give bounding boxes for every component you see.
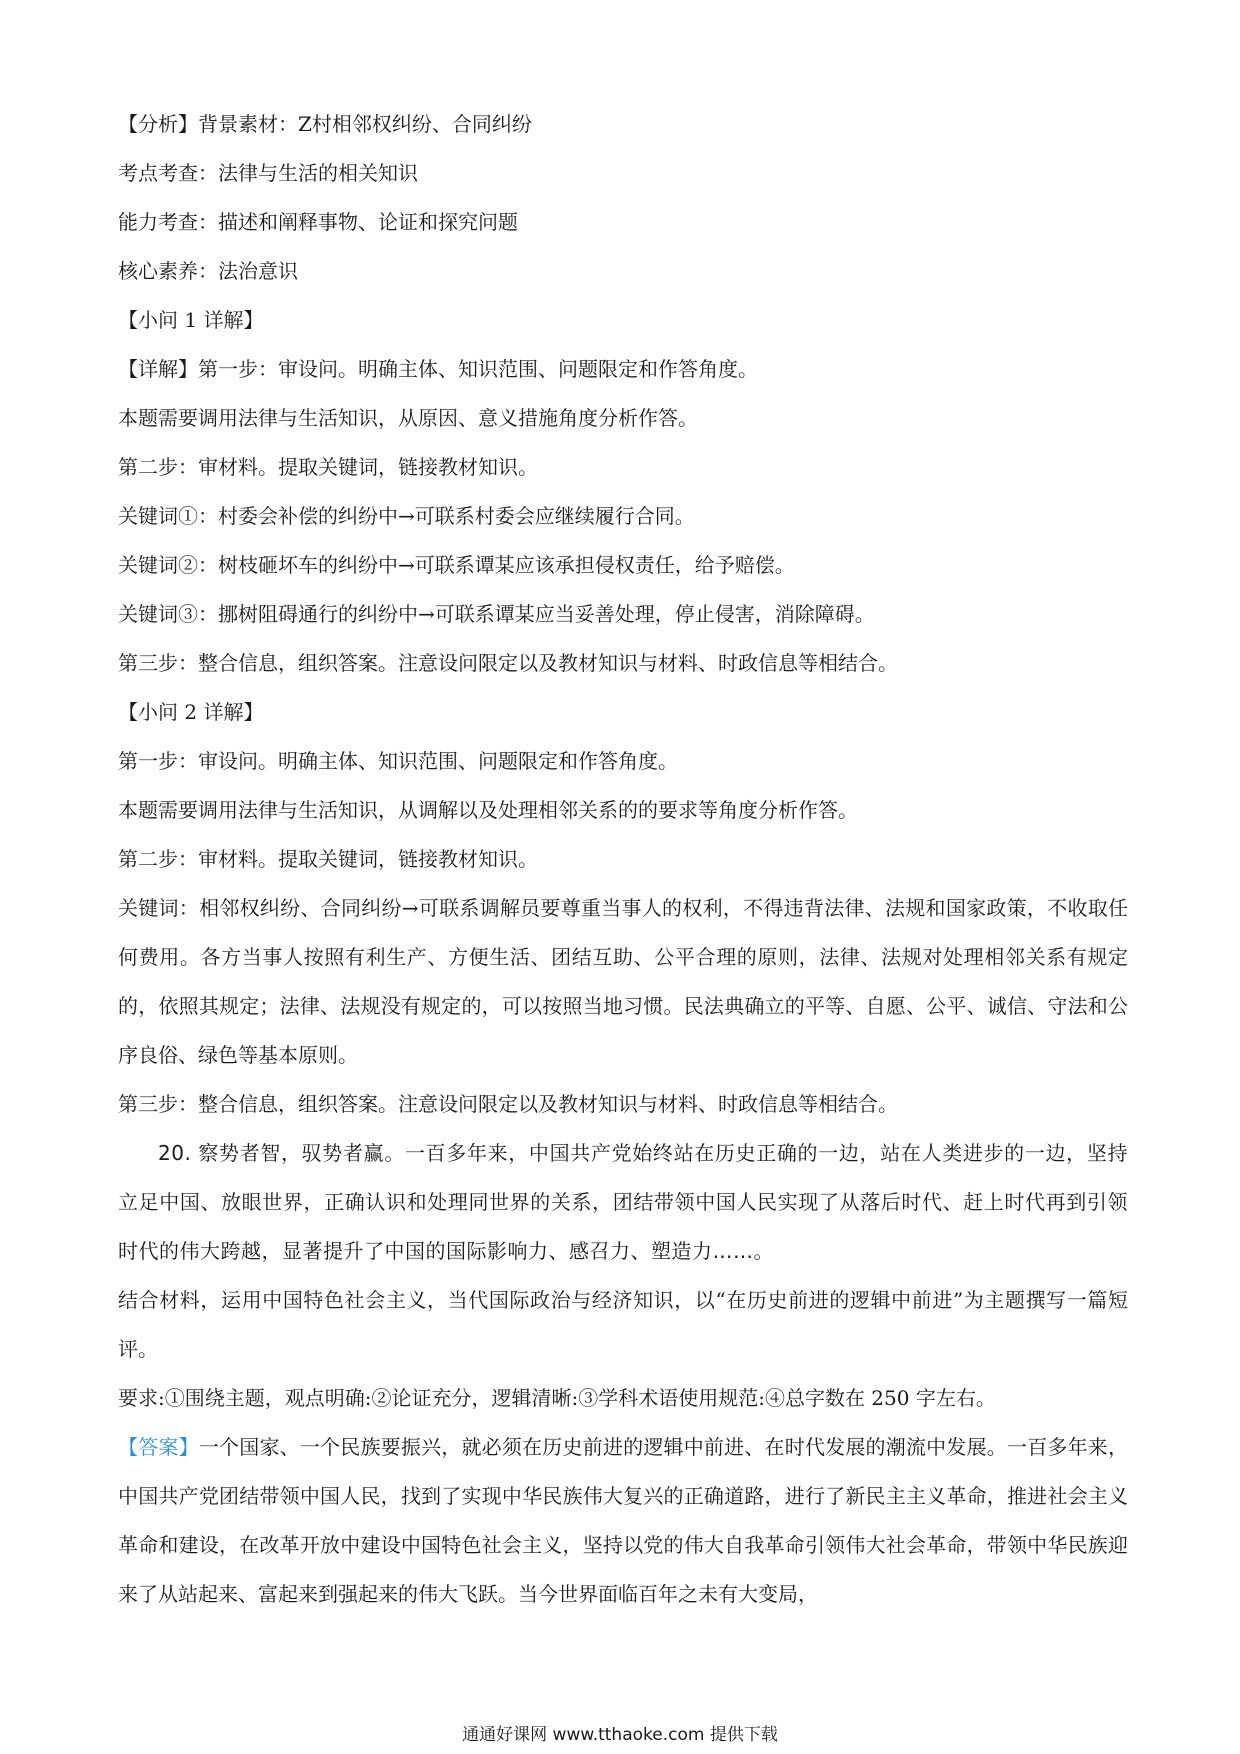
sub2-step3: 第三步：整合信息，组织答案。注意设问限定以及教材知识与材料、时政信息等相结合。 [118, 1092, 898, 1116]
sub1-scope: 本题需要调用法律与生活知识，从原因、意义措施角度分析作答。 [118, 406, 698, 430]
question-20-requirements: 要求:①围绕主题，观点明确:②论证充分，逻辑清晰:③学科术语使用规范:④总字数在 250 字左右。 [118, 1386, 996, 1410]
sub1-keyword-3: 关键词③：挪树阻碍通行的纠纷中→可联系谭某应当妥善处理，停止侵害，消除障碍。 [118, 602, 875, 626]
question-20-prompt: 结合材料，运用中国特色社会主义，当代国际政治与经济知识，以“在历史前进的逻辑中前进”为主题撰写一篇短评。 [118, 1288, 1128, 1361]
sub2-heading: 【小问 2 详解】 [118, 700, 264, 724]
document-body [118, 100, 1128, 1619]
analysis-background: 【分析】背景素材：Z村相邻权纠纷、合同纠纷 [118, 112, 532, 136]
question-20-material: 20. 察势者智，驭势者赢。一百多年来，中国共产党始终站在历史正确的一边，站在人类进步的一边，坚持立足中国、放眼世界，正确认识和处理同世界的关系，团结带领中国人民实现了从落后时代、赶上时代再到引领时代的伟大跨越，显著提升了中国的国际影响力、感召力、塑造力……。 [118, 1141, 1128, 1263]
answer-text: 一个国家、一个民族要振兴，就必须在历史前进的逻辑中前进、在时代发展的潮流中发展。一百多年来，中国共产党团结带领中国人民，找到了实现中华民族伟大复兴的正确道路，进行了新民主主义革命，推进社会主义革命和建设，在改革开放中建设中国特色社会主义，坚持以党的伟大自我革命引领伟大社会革命，带领中华民族迎来了从站起来、富起来到强起来的伟大飞跃。当今世界面临百年之未有大变局， [118, 1435, 1129, 1606]
sub2-keyword: 关键词：相邻权纠纷、合同纠纷→可联系调解员要尊重当事人的权利，不得违背法律、法规和国家政策，不收取任何费用。各方当事人按照有利生产、方便生活、团结互助、公平合理的原则，法律、法规对处理相邻关系有规定的，依照其规定；法律、法规没有规定的，可以按照当地习惯。民法典确立的平等、自愿、公平、诚信、守法和公序良俗、绿色等基本原则。 [118, 896, 1128, 1067]
footer-source: 通通好课网 www.tthaoke.com 提供下载 [462, 1725, 778, 1745]
sub2-step2: 第二步：审材料。提取关键词，链接教材知识。 [118, 847, 538, 871]
sub1-keyword-1: 关键词①：村委会补偿的纠纷中→可联系村委会应继续履行合同。 [118, 504, 695, 528]
analysis-ability: 能力考查：描述和阐释事物、论证和探究问题 [118, 210, 518, 234]
sub1-step2: 第二步：审材料。提取关键词，链接教材知识。 [118, 455, 538, 479]
analysis-exam-point: 考点考查：法律与生活的相关知识 [118, 161, 418, 185]
sub1-step1: 【详解】第一步：审设问。明确主体、知识范围、问题限定和作答角度。 [118, 357, 758, 381]
sub2-step1: 第一步：审设问。明确主体、知识范围、问题限定和作答角度。 [118, 749, 678, 773]
question-20-answer [118, 1423, 1128, 1619]
sub1-step3: 第三步：整合信息，组织答案。注意设问限定以及教材知识与材料、时政信息等相结合。 [118, 651, 898, 675]
analysis-literacy: 核心素养：法治意识 [118, 259, 298, 283]
sub1-heading: 【小问 1 详解】 [118, 308, 264, 332]
sub1-keyword-2: 关键词②：树枝砸坏车的纠纷中→可联系谭某应该承担侵权责任，给予赔偿。 [118, 553, 795, 577]
sub2-scope: 本题需要调用法律与生活知识，从调解以及处理相邻关系的的要求等角度分析作答。 [118, 798, 858, 822]
answer-tag: 【答案】 [118, 1435, 199, 1459]
